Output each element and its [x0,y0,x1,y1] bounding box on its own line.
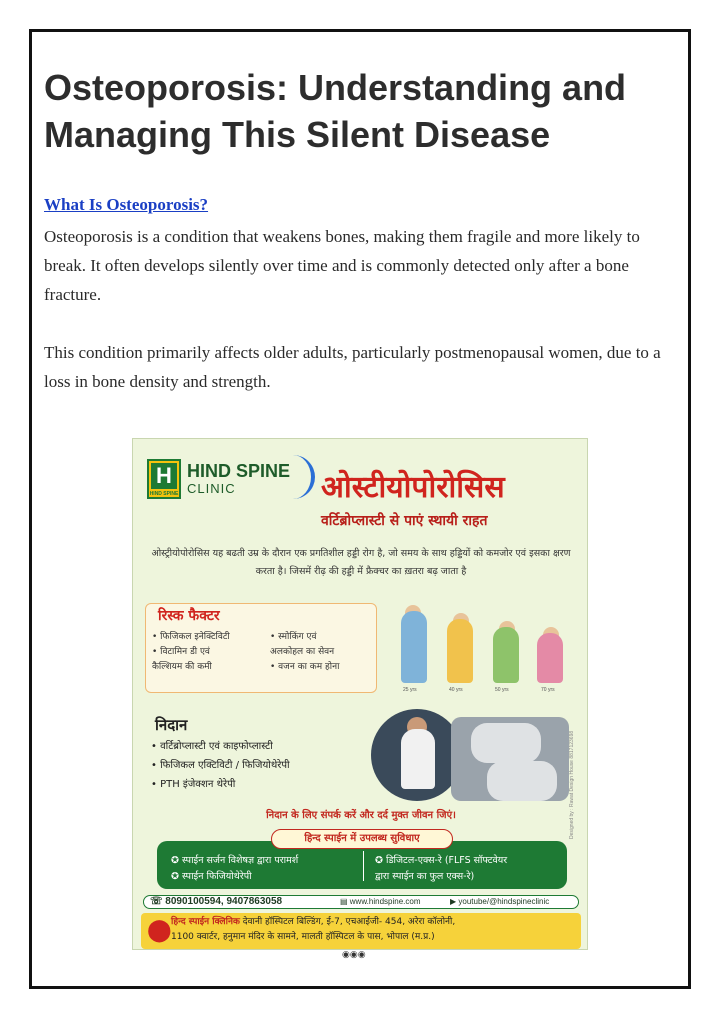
logo-mark [147,459,181,499]
logo-mark-sub: HIND SPINE [149,491,179,497]
website: ▤ www.hindspine.com [340,897,421,906]
risk-item: कैल्शियम की कमी [152,662,212,672]
figure-70 [537,633,563,683]
spine-xray-image [451,717,569,801]
vertebra-shape [487,761,557,801]
risk-item: • वजन का कम होना [270,662,340,672]
figure-25 [401,611,427,683]
location-pin-icon: ⬤ [147,917,172,942]
logo-name: HIND SPINE [187,461,291,481]
risk-item: • फिजिकल इनेक्टिविटी [152,632,230,642]
facility-item: ✪ स्पाईन फिजियोथेरेपी [171,871,252,882]
facilities-col-1 [171,853,361,885]
logo-swoosh [293,455,315,499]
page-indicator[interactable]: ◉◉◉ [342,950,366,960]
risk-heading: रिस्क फैक्टर [158,608,220,624]
page-title: Osteoporosis: Understanding and Managing This Silent Disease [44,67,627,155]
clinic-name: हिन्द स्पाईन क्लिनिक [171,917,240,927]
contact-tagline: निदान के लिए संपर्क करें और दर्द मुक्त जीवन जिएं। [266,810,456,821]
diagnosis-list [151,737,371,794]
poster-intro: ओस्ट्रीयोपोरोसिस यह बढती उम्र के दौरान एक प्रगतिशील हड्डी रोग है, जो समय के साथ हड्डियों को कमजोर एवं इसका क्षरण करता है। जिसमें रीढ़ की हड्डी में फ्रैक्चर का ख़तरा बढ़ जाता है [151,548,571,577]
risk-col-2 [270,630,374,675]
facilities-banner: हिन्द स्पाईन में उपलब्ध सुविधाए [271,829,453,849]
contact-bar [143,895,579,909]
facility-item: ✪ स्पाईन सर्जन विशेषज्ञ द्वारा परामर्श [171,855,299,866]
clinic-logo [147,459,299,499]
facilities-col-2 [375,853,563,885]
figure-50 [493,627,519,683]
risk-item: अलकोहल का सेवन [270,647,335,657]
facility-item: द्वारा स्पाईन का फुल एक्स-रे) [375,871,475,882]
watermark-text: Designed by : Rawat Design House 8817123698 [569,730,575,839]
address-text [171,915,577,945]
what-is-osteoporosis-link[interactable]: What Is Osteoporosis? [44,195,209,214]
logo-clinic: CLINIC [187,481,236,496]
risk-col-1 [152,630,264,675]
address-strip [141,913,581,949]
risk-item: • विटामिन डी एवं [152,647,210,657]
diagnosis-item: • फिजिकल एक्टिविटी / फिजियोथेरेपी [151,760,290,771]
diagnosis-heading: निदान [155,716,188,734]
diagnosis-item: • PTH इंजेक्शन थेरेपी [151,779,236,790]
clinic-poster-image [132,438,588,950]
phone-numbers: ☏ 8090100594, 9407863058 [150,896,283,907]
runner-body [401,729,435,789]
poster-title: ओस्टीयोपोरोसिस [321,470,505,505]
vertebra-shape [471,723,541,763]
risk-item: • स्मोकिंग एवं [270,632,317,642]
age-label: 50 yrs [495,687,509,693]
age-label: 25 yrs [403,687,417,693]
aging-posture-illustration [391,591,581,691]
logo-letter: H [151,463,177,489]
address-line-2: 1100 क्वार्टर, हनुमान मंदिर के सामने, मालती हॉस्पिटल के पास, भोपाल (म.प्र.) [171,932,435,942]
poster-subtitle: वर्टिब्रोप्लास्टी से पाएं स्थायी राहत [321,513,488,529]
paragraph-definition: Osteoporosis is a condition that weakens bones, making them fragile and more likely to break. It often develops silently over time and is commonly detected only after a bone fracture. [44,227,640,304]
facility-item: ✪ डिजिटल-एक्स-रे (FLFS सॉफ्टवेयर [375,855,508,866]
risk-factor-box [145,603,377,693]
runner-photo [371,709,463,801]
paragraph-affected: This condition primarily affects older adults, particularly postmenopausal women, due to a loss in bone density and strength. [44,343,661,391]
age-label: 40 yrs [449,687,463,693]
youtube-channel: ▶ youtube/@hindspineclinic [450,897,550,906]
address-line-1: देवानी हॉस्पिटल बिल्डिंग, ई-7, एचआईजी- 454, अरेरा कॉलोनी, [239,917,456,927]
diagnosis-item: • वर्टिब्रोप्लास्टी एवं काइफोप्लास्टी [151,741,273,752]
figure-40 [447,619,473,683]
age-label: 70 yrs [541,687,555,693]
facilities-divider [363,851,364,881]
